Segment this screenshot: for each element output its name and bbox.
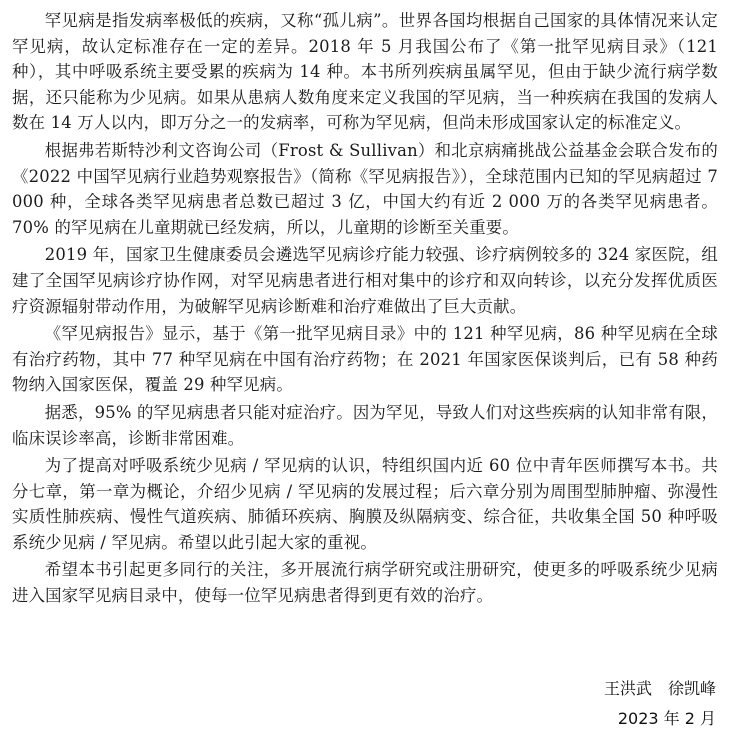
signature-authors: 王洪武 徐凯峰	[603, 679, 716, 698]
preface-body	[12, 8, 718, 611]
paragraph-1: 罕见病是指发病率极低的疾病，又称“孤儿病”。世界各国均根据自己国家的具体情况来认定罕见病，故认定标准存在一定的差异。2018 年 5 月我国公布了《第一批罕见病目录》（121 种），其中呼吸系统主要受累的疾病为 14 种。本书所列疾病虽属罕见，但由于缺少流行病学数据，还只能称为少见病。如果从患病人数角度来定义我国的罕见病，当一种疾病在我国的发病人数在 14 万人以内，即万分之一的发病率，可称为罕见病，但尚未形成国家认定的标准定义。	[12, 11, 718, 133]
paragraph-5: 据悉，95% 的罕见病患者只能对症治疗。因为罕见，导致人们对这些疾病的认知非常有限，临床误诊率高，诊断非常困难。	[12, 402, 718, 448]
paragraph-2: 根据弗若斯特沙利文咨询公司（Frost & Sullivan）和北京病痛挑战公益基金会联合发布的《2022 中国罕见病行业趋势观察报告》（简称《罕见病报告》），全球范围内已知的罕见病超过 7 000 种，全球各类罕见病患者总数已超过 3 亿，中国大约有近 2 000 万的各类罕见病患者。70% 的罕见病在儿童期就已经发病，所以，儿童期的诊断至关重要。	[12, 140, 718, 237]
signature-date: 2023 年 2 月	[617, 709, 716, 728]
paragraph-4: 《罕见病报告》显示，基于《第一批罕见病目录》中的 121 种罕见病，86 种罕见病在全球有治疗药物，其中 77 种罕见病在中国有治疗药物；在 2021 年国家医保谈判后，已有 58 种药物纳入国家医保，覆盖 29 种罕见病。	[12, 324, 718, 395]
paragraph-3: 2019 年，国家卫生健康委员会遴选罕见病诊疗能力较强、诊疗病例较多的 324 家医院，组建了全国罕见病诊疗协作网，对罕见病患者进行相对集中的诊疗和双向转诊，以充分发挥优质医疗资源辐射带动作用，为破解罕见病诊断难和治疗难做出了巨大贡献。	[12, 245, 718, 316]
paragraph-7: 希望本书引起更多同行的关注，多开展流行病学研究或注册研究，使更多的呼吸系统少见病进入国家罕见病目录中，使每一位罕见病患者得到更有效的治疗。	[12, 560, 718, 606]
paragraph-6: 为了提高对呼吸系统少见病 / 罕见病的认识，特组织国内近 60 位中青年医师撰写本书。共分七章，第一章为概论，介绍少见病 / 罕见病的发展过程；后六章分别为周围型肺肿瘤、弥漫性实质性肺疾病、慢性气道疾病、肺循环疾病、胸膜及纵隔病变、综合征，共收集全国 50 种呼吸系统少见病 / 罕见病。希望以此引起大家的重视。	[12, 456, 718, 552]
